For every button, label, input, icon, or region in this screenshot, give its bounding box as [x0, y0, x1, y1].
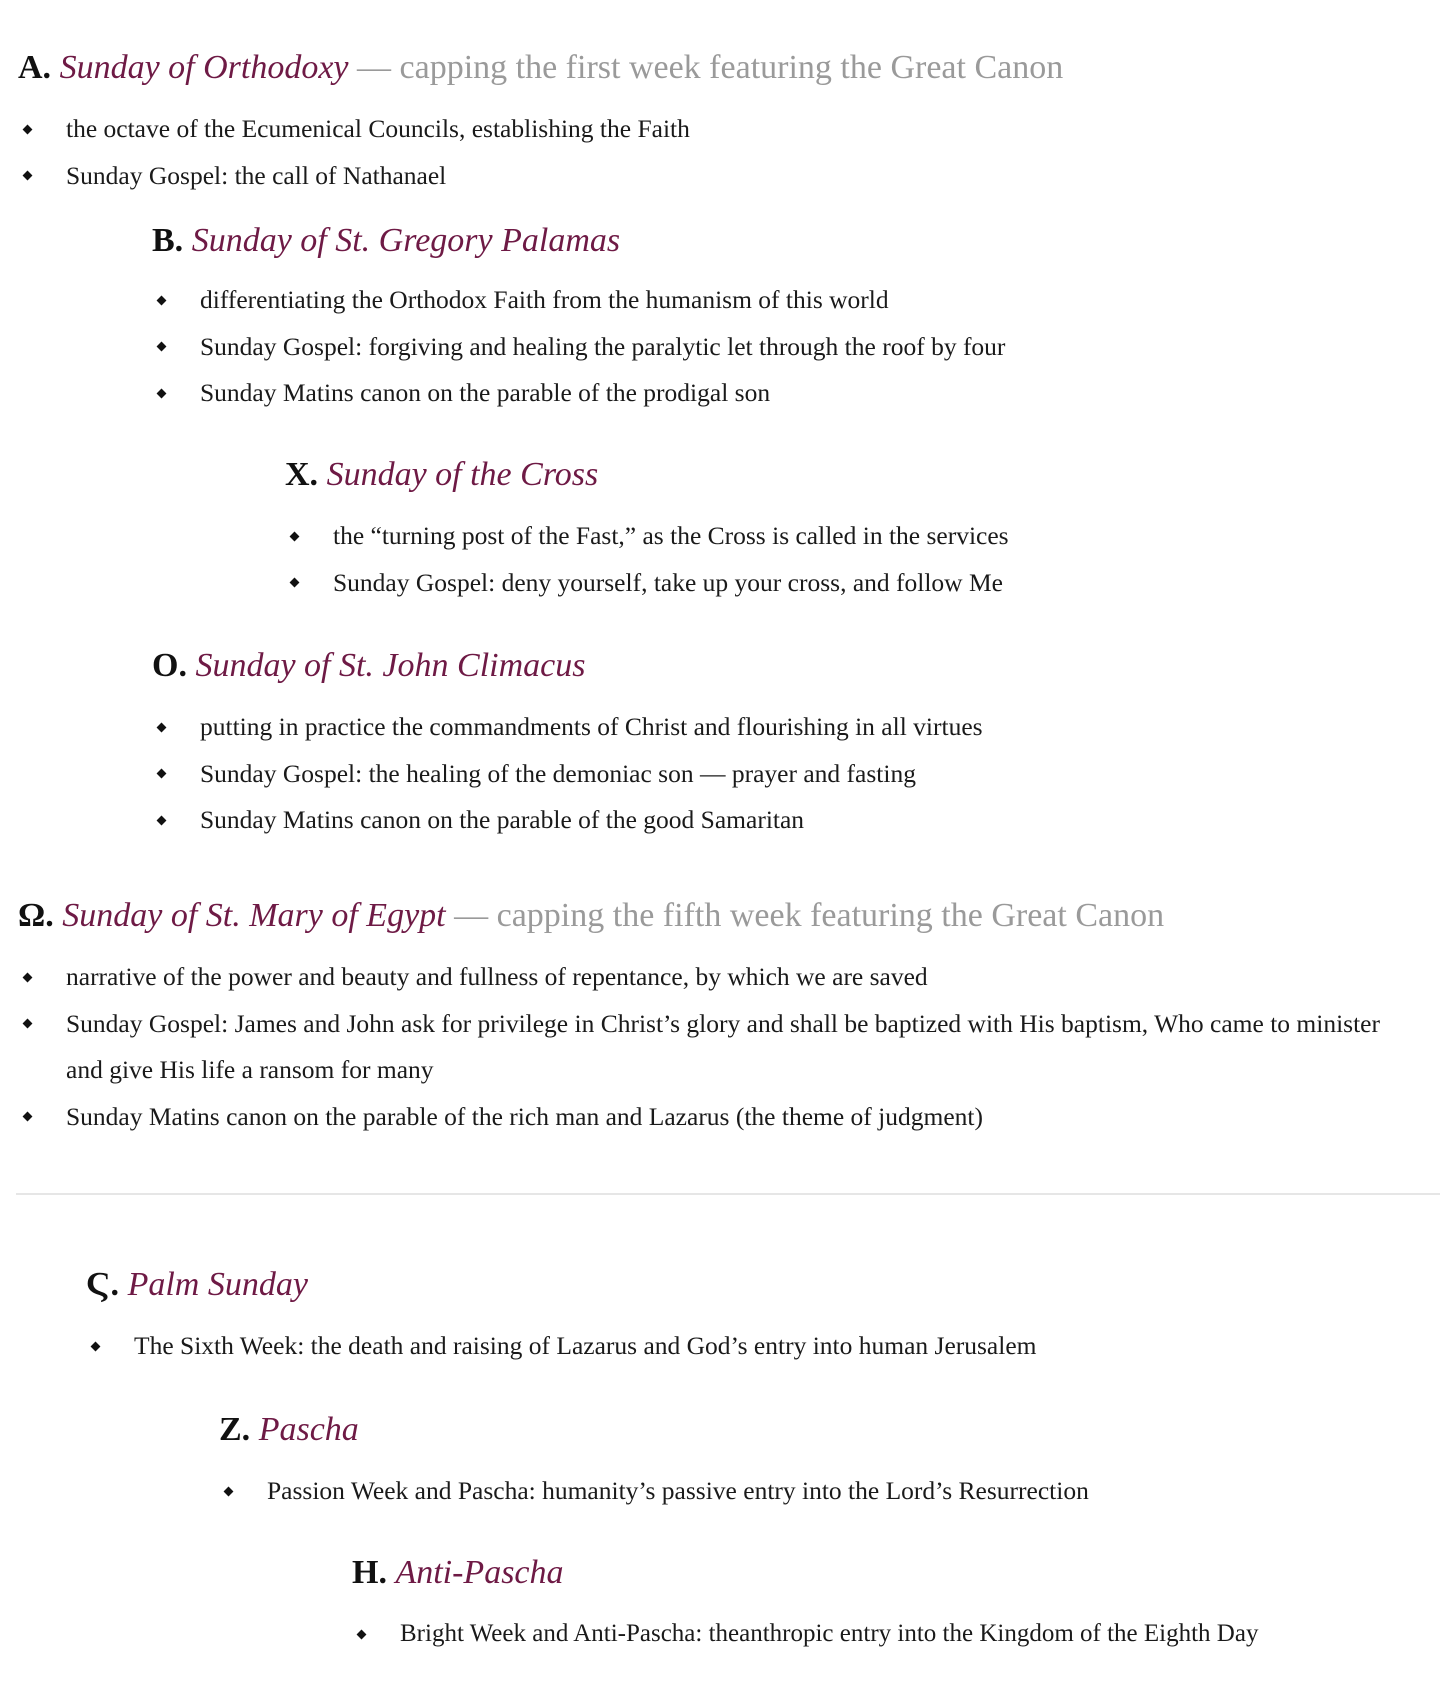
list-item-text: Passion Week and Pascha: humanity’s passive entry into the Lord’s Resurrection	[267, 1476, 1089, 1505]
list-item-text: Sunday Matins canon on the parable of the prodigal son	[200, 378, 771, 407]
diamond-bullet-icon	[22, 954, 32, 1001]
item-list	[152, 277, 1432, 417]
list-item	[152, 370, 1432, 417]
list-item-text: putting in practice the commandments of Christ and flourishing in all virtues	[200, 712, 983, 741]
section-letter: X.	[285, 456, 319, 493]
section-subtitle: — capping the fifth week featuring the Great Canon	[454, 897, 1165, 934]
diamond-bullet-icon	[156, 797, 166, 844]
diamond-bullet-icon	[223, 1468, 233, 1515]
list-item	[18, 106, 1438, 153]
list-item-text: Sunday Matins canon on the parable of the rich man and Lazarus (the theme of judgment)	[66, 1101, 983, 1131]
list-item	[86, 1323, 1426, 1370]
item-list	[285, 513, 1435, 606]
list-item	[18, 153, 1438, 200]
section-subtitle: — capping the first week featuring the Great Canon	[357, 49, 1064, 86]
section-title: Sunday of the Cross	[326, 456, 599, 493]
diamond-bullet-icon	[22, 153, 32, 200]
section-divider	[16, 1193, 1440, 1195]
section-letter: Ω.	[18, 897, 54, 934]
list-item	[285, 560, 1435, 607]
item-list	[219, 1468, 1439, 1515]
diamond-bullet-icon	[90, 1323, 100, 1370]
section-title: Palm Sunday	[127, 1266, 308, 1303]
diamond-bullet-icon	[156, 370, 166, 417]
section-title: Anti-Pascha	[395, 1554, 564, 1591]
section-heading	[152, 646, 1432, 686]
list-item-text: Sunday Gospel: the call of Nathanael	[66, 160, 447, 190]
section-letter: H.	[352, 1554, 387, 1591]
list-item	[152, 797, 1432, 844]
list-item	[219, 1468, 1439, 1515]
section-letter: B.	[152, 222, 184, 259]
list-item	[285, 513, 1435, 560]
list-item	[18, 1001, 1398, 1094]
section-title: Sunday of Orthodoxy	[59, 49, 349, 86]
diamond-bullet-icon	[22, 1001, 32, 1048]
section-heading	[18, 896, 1398, 936]
section-sunday-of-st-gregory-palamas	[152, 221, 1432, 417]
section-title: Sunday of St. Mary of Egypt	[62, 897, 446, 934]
diamond-bullet-icon	[22, 106, 32, 153]
section-pascha	[219, 1410, 1439, 1515]
list-item-text: Bright Week and Anti-Pascha: theanthropic entry into the Kingdom of the Eighth Day	[400, 1620, 1259, 1647]
item-list	[86, 1323, 1426, 1370]
list-item-text: narrative of the power and beauty and fullness of repentance, by which we are saved	[66, 962, 928, 991]
diamond-bullet-icon	[289, 560, 299, 607]
section-sunday-of-the-cross	[285, 455, 1435, 606]
diamond-bullet-icon	[356, 1611, 366, 1658]
item-list	[152, 704, 1432, 844]
list-item	[18, 1094, 1398, 1141]
diamond-bullet-icon	[156, 324, 166, 371]
section-palm-sunday	[86, 1265, 1426, 1370]
list-item-text: Sunday Matins canon on the parable of the good Samaritan	[200, 805, 805, 834]
list-item	[352, 1611, 1452, 1658]
list-item-text: Sunday Gospel: the healing of the demoniac son — prayer and fasting	[200, 758, 916, 788]
section-heading	[18, 48, 1438, 88]
item-list	[18, 106, 1438, 199]
section-sunday-of-orthodoxy	[18, 48, 1438, 199]
section-letter: O.	[152, 647, 187, 684]
section-sunday-of-st-mary-of-egypt	[18, 896, 1398, 1140]
section-title: Sunday of St. John Climacus	[195, 647, 586, 684]
section-heading	[352, 1553, 1452, 1593]
section-anti-pascha	[352, 1553, 1452, 1658]
list-item-text: the “turning post of the Fast,” as the Cross is called in the services	[333, 521, 1009, 550]
diamond-bullet-icon	[156, 277, 166, 324]
diamond-bullet-icon	[22, 1094, 32, 1141]
list-item-text: Sunday Gospel: forgiving and healing the paralytic let through the roof by four	[200, 331, 1006, 361]
section-title: Pascha	[258, 1411, 359, 1448]
list-item	[152, 277, 1432, 324]
section-heading	[285, 455, 1435, 495]
list-item-text: Sunday Gospel: James and John ask for privilege in Christ’s glory and shall be baptized with His baptism, Who came to minister and give His life a ransom for many	[66, 1008, 1380, 1084]
list-item	[152, 704, 1432, 751]
diamond-bullet-icon	[156, 704, 166, 751]
item-list	[352, 1611, 1452, 1658]
section-heading	[219, 1410, 1439, 1450]
section-heading	[152, 221, 1432, 261]
list-item-text: Sunday Gospel: deny yourself, take up your cross, and follow Me	[333, 567, 1003, 597]
list-item-text: differentiating the Orthodox Faith from the humanism of this world	[200, 285, 889, 314]
section-sunday-of-st-john-climacus	[152, 646, 1432, 844]
section-letter: Ϛ.	[86, 1266, 120, 1303]
list-item	[152, 324, 1432, 371]
section-heading	[86, 1265, 1426, 1305]
list-item	[152, 751, 1432, 798]
list-item-text: the octave of the Ecumenical Councils, establishing the Faith	[66, 114, 690, 143]
diamond-bullet-icon	[289, 513, 299, 560]
section-letter: A.	[18, 49, 52, 86]
diamond-bullet-icon	[156, 751, 166, 798]
section-title: Sunday of St. Gregory Palamas	[191, 222, 621, 259]
item-list	[18, 954, 1398, 1140]
list-item-text: The Sixth Week: the death and raising of Lazarus and God’s entry into human Jerusalem	[134, 1331, 1037, 1360]
section-letter: Z.	[219, 1411, 251, 1448]
list-item	[18, 954, 1398, 1001]
